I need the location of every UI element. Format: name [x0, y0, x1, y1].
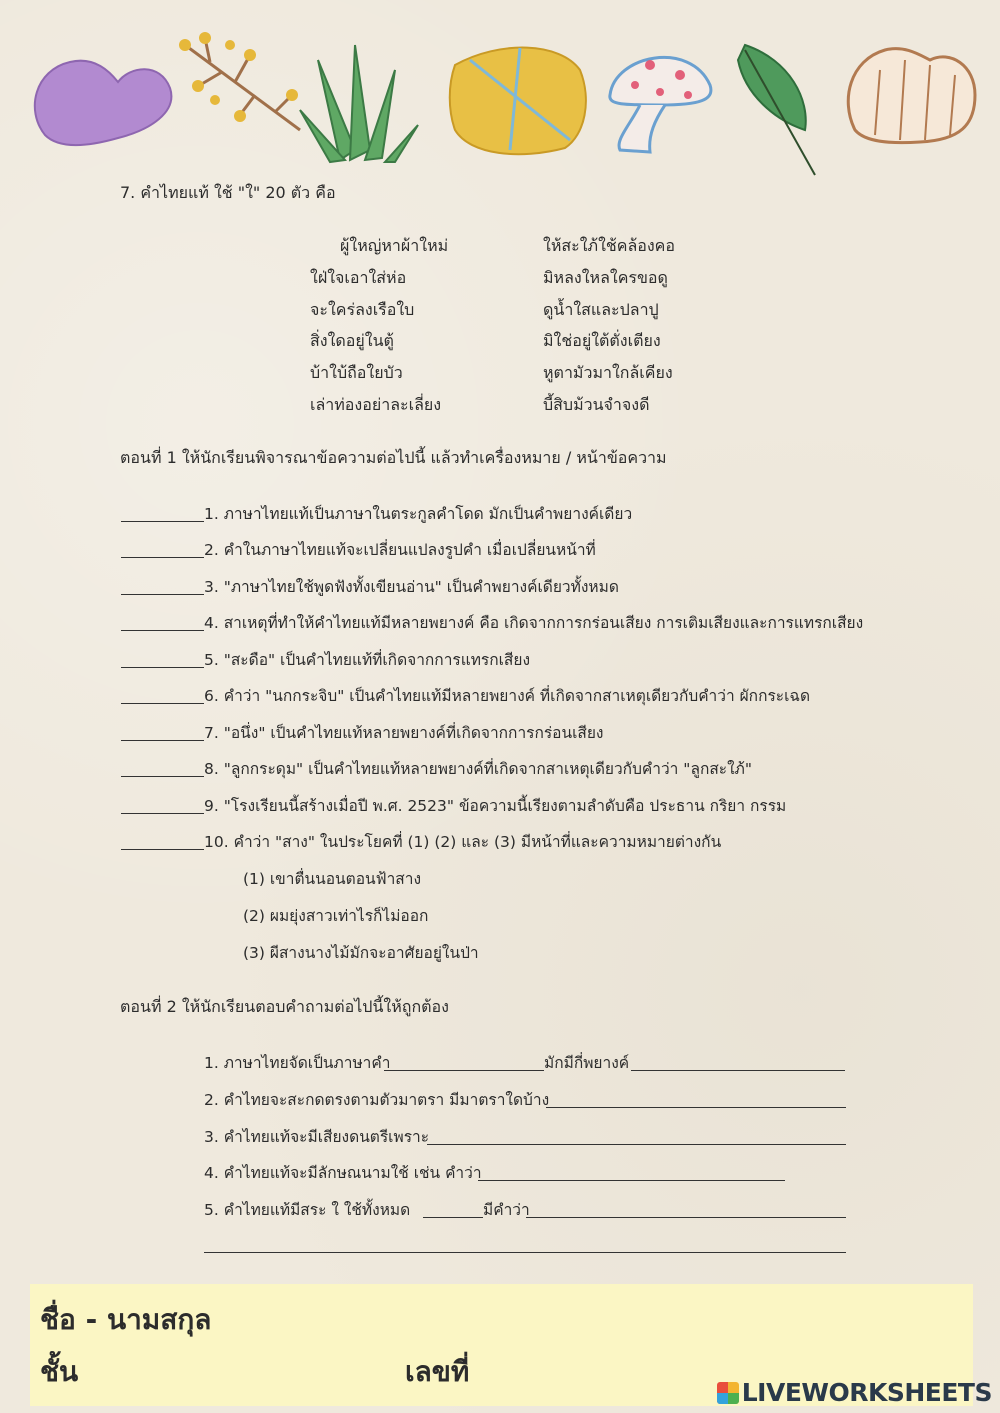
- poem-right-line: ดูน้ำใสและปลาปู: [543, 300, 659, 319]
- mimosa-branch-icon: [179, 32, 300, 130]
- statement-6: 6. คำว่า "นกกระจิบ" เป็นคำไทยแท้มีหลายพยางค์ ที่เกิดจากสาเหตุเดียวกับคำว่า ผักกระเฉด: [204, 687, 811, 705]
- mushroom-icon: [610, 57, 711, 152]
- grass-blades-icon: [300, 45, 418, 162]
- sub-sentence-3: (3) ผีสางนางไม้มักจะอาศัยอยู่ในป่า: [243, 944, 479, 962]
- answer-line-5b[interactable]: [526, 1217, 846, 1218]
- wrapped-gift-icon: [450, 48, 586, 155]
- question-5-text: 5. คำไทยแท้มีสระ ใ ใช้ทั้งหมด: [204, 1201, 411, 1219]
- question-1-text-b: มักมีกี่พยางค์: [544, 1054, 630, 1072]
- decorative-header: [0, 0, 1000, 190]
- poem-left-line: สิ่งใดอยู่ในตู้: [310, 331, 394, 350]
- answer-blank-4[interactable]: [121, 630, 204, 631]
- question-5-text-b: มีคำว่า: [483, 1201, 530, 1219]
- answer-blank-10[interactable]: [121, 849, 204, 850]
- poem-right-line: มิหลงใหลใครขอดู: [543, 268, 668, 287]
- leaf-icon: [738, 45, 815, 175]
- brand-text: LIVEWORKSHEETS: [741, 1378, 992, 1407]
- answer-line-2[interactable]: [546, 1107, 846, 1108]
- statement-9: 9. "โรงเรียนนี้สร้างเมื่อปี พ.ศ. 2523" ข้อความนี้เรียงตามลำดับคือ ประธาน กริยา กรรม: [204, 797, 787, 815]
- answer-blank-7[interactable]: [121, 740, 204, 741]
- answer-line-3[interactable]: [427, 1144, 846, 1145]
- answer-blank-5[interactable]: [121, 667, 204, 668]
- section-7-title: 7. คำไทยแท้ ใช้ "ใ" 20 ตัว คือ: [120, 183, 336, 202]
- question-1-text: 1. ภาษาไทยจัดเป็นภาษาคำ: [204, 1054, 391, 1072]
- statement-1: 1. ภาษาไทยแท้เป็นภาษาในตระกูลคำโดด มักเป็นคำพยางค์เดียว: [204, 505, 633, 523]
- name-label: ชื่อ - นามสกุล: [40, 1303, 212, 1336]
- poem-left-line: เล่าท่องอย่าละเลี่ยง: [310, 395, 442, 414]
- answer-blank-2[interactable]: [121, 557, 204, 558]
- statement-8: 8. "ลูกกระดุม" เป็นคำไทยแท้หลายพยางค์ที่เกิดจากสาเหตุเดียวกับคำว่า "ลูกสะใภ้": [204, 760, 753, 778]
- statement-4: 4. สาเหตุที่ทำให้คำไทยแท้มีหลายพยางค์ คือ เกิดจากการกร่อนเสียง การเติมเสียงและการแทรกเสียง: [204, 614, 864, 632]
- poem-left-line: จะใคร่ลงเรือใบ: [310, 300, 415, 319]
- poem-right-line: มิใช่อยู่ใต้ตั่งเตียง: [543, 331, 661, 350]
- statement-5: 5. "สะดือ" เป็นคำไทยแท้ที่เกิดจากการแทรกเสียง: [204, 651, 531, 669]
- statement-3: 3. "ภาษาไทยใช้พูดฟังทั้งเขียนอ่าน" เป็นคำพยางค์เดียวทั้งหมด: [204, 578, 619, 596]
- answer-line-5c[interactable]: [204, 1252, 846, 1253]
- poem-left-line: บ้าใบ้ถือใยบัว: [310, 363, 403, 382]
- answer-line-1b[interactable]: [631, 1070, 845, 1071]
- answer-line-4[interactable]: [478, 1180, 785, 1181]
- part-2-instruction: ตอนที่ 2 ให้นักเรียนตอบคำถามต่อไปนี้ให้ถูกต้อง: [120, 997, 449, 1016]
- sub-sentence-2: (2) ผมยุ่งสาวเท่าไรก็ไม่ออก: [243, 907, 429, 925]
- statement-7: 7. "อนึ่ง" เป็นคำไทยแท้หลายพยางค์ที่เกิดจากการกร่อนเสียง: [204, 724, 604, 742]
- part-1-instruction: ตอนที่ 1 ให้นักเรียนพิจารณาข้อความต่อไปนี้ แล้วทำเครื่องหมาย / หน้าข้อความ: [120, 448, 667, 467]
- question-4-text: 4. คำไทยแท้จะมีลักษณนามใช้ เช่น คำว่า: [204, 1164, 482, 1182]
- question-2-text: 2. คำไทยจะสะกดตรงตามตัวมาตรา มีมาตราใดบ้าง: [204, 1091, 550, 1109]
- poem-right-line: บี้สิบม้วนจำจงดี: [543, 395, 650, 414]
- number-label: เลขที่: [405, 1355, 470, 1388]
- answer-line-1a[interactable]: [384, 1070, 544, 1071]
- liveworksheets-icon: [717, 1382, 739, 1404]
- answer-line-5a[interactable]: [423, 1217, 483, 1218]
- poem-right-line: ให้สะใภ้ใช้คล้องคอ: [543, 236, 675, 255]
- answer-blank-9[interactable]: [121, 813, 204, 814]
- answer-blank-1[interactable]: [121, 521, 204, 522]
- statement-2: 2. คำในภาษาไทยแท้จะเปลี่ยนแปลงรูปคำ เมื่อเปลี่ยนหน้าที่: [204, 541, 596, 559]
- poem-left-line: ผู้ใหญ่หาผ้าใหม่: [340, 236, 449, 255]
- statement-10: 10. คำว่า "สาง" ในประโยคที่ (1) (2) และ (3) มีหน้าที่และความหมายต่างกัน: [204, 833, 722, 851]
- heart-stone-icon: [35, 61, 172, 145]
- poem-left-line: ใฝ่ใจเอาใส่ห่อ: [310, 268, 407, 287]
- seashell-icon: [848, 49, 975, 143]
- answer-blank-8[interactable]: [121, 776, 204, 777]
- answer-blank-3[interactable]: [121, 594, 204, 595]
- poem-right-line: หูตามัวมาใกล้เคียง: [543, 363, 673, 382]
- liveworksheets-logo: [717, 1378, 992, 1407]
- sub-sentence-1: (1) เขาตื่นนอนตอนฟ้าสาง: [243, 870, 422, 888]
- answer-blank-6[interactable]: [121, 703, 204, 704]
- class-label: ชั้น: [40, 1355, 79, 1388]
- question-3-text: 3. คำไทยแท้จะมีเสียงดนตรีเพราะ: [204, 1128, 430, 1146]
